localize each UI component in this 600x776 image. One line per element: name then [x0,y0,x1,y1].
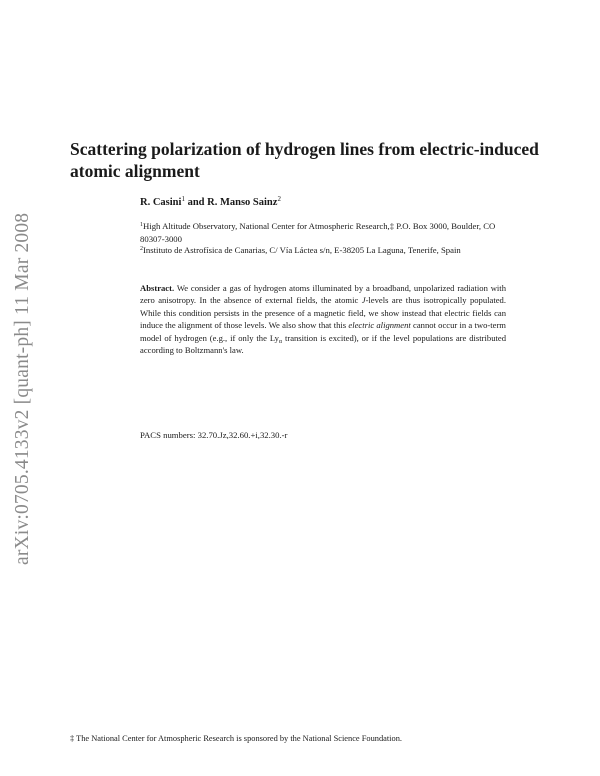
author-casini: R. Casini [140,197,182,208]
abstract-text-2: -levels are thus isotropically populated. While this condition persists in the presence of a magnetic field, we show instead that electric fields can induce the alignment of those levels. We also show that this [140,295,506,331]
abstract-text-4: transition is excited), or if the level populations are distributed according to Boltzmann's law. [140,332,506,356]
author-casini-affil-mark: 1 [181,195,185,203]
affiliation-hao-mark: 1 [140,222,143,228]
affiliation-iac-mark: 2 [140,246,143,252]
abstract-label: Abstract. [140,283,175,293]
author-conjunction: and [184,197,208,208]
abstract-text-3: cannot occur in a two-term model of hydrogen (e.g., if only the Ly [140,320,506,343]
pacs-numbers: PACS numbers: 32.70.Jz,32.60.+i,32.30.-r [140,430,288,440]
affiliation-hao [140,220,510,246]
abstract-ly-subscript: α [278,338,283,345]
paper-title: Scattering polarization of hydrogen lines from electric-induced atomic alignment [70,139,539,181]
abstract [140,282,506,356]
affiliation-iac [140,244,510,257]
author-list [140,197,281,208]
affiliation-hao-text: High Altitude Observatory, National Center for Atmospheric Research,‡ P.O. Box 3000, Boulder, CO 80307-3000 [140,221,496,244]
author-manso-sainz: R. Manso Sainz [207,197,278,208]
arxiv-stamp: arXiv:0705.4133v2 [quant-ph] 11 Mar 2008 [12,212,33,565]
abstract-text-1: We consider a gas of hydrogen atoms illuminated by a broadband, unpolarized radiation with zero anisotropy. In the absence of external fields, the atomic [140,283,506,306]
author-manso-sainz-affil-mark: 2 [277,195,281,203]
abstract-j-symbol: J [361,295,366,306]
abstract-emphasis: electric alignment [348,320,411,331]
affiliation-iac-text: Instituto de Astrofísica de Canarias, C/ Vía Láctea s/n, E-38205 La Laguna, Tenerife, Spain [143,245,461,255]
footnote: ‡ The National Center for Atmospheric Research is sponsored by the National Science Foundation. [70,734,402,743]
